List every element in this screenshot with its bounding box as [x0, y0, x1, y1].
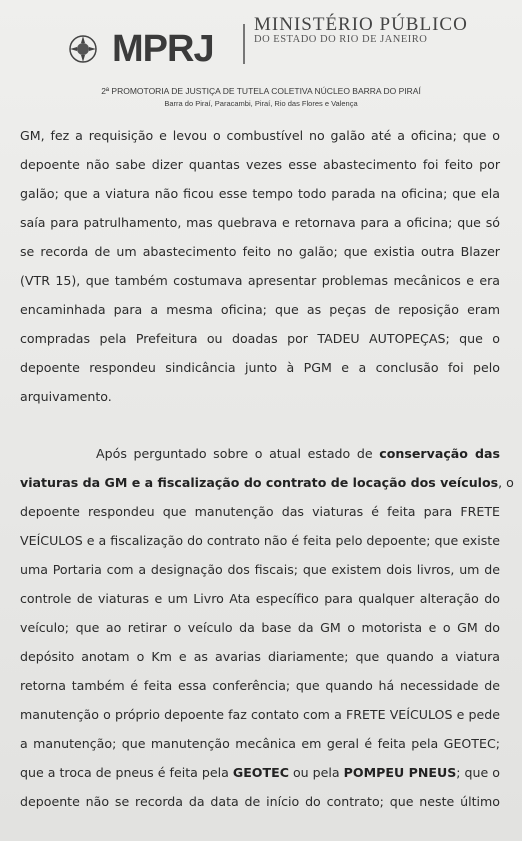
bold-run: viaturas da GM e a fiscalização do contrato de locação dos veículos — [20, 475, 499, 490]
logo-text: MPRJ — [112, 28, 214, 70]
text-line: se recorda de um abastecimento feito no galão; que existia outra Blazer — [20, 244, 500, 259]
text-line: galão; que a viatura não ficou esse tempo todo parada na oficina; que ela — [20, 186, 500, 201]
text-line: a manutenção; que manutenção mecânica em geral é feita pela GEOTEC; — [20, 736, 500, 751]
paragraph-1 — [20, 121, 500, 411]
text-line: saía para patrulhamento, mas quebrava e retornava para a oficina; que só — [20, 215, 500, 230]
text-line — [20, 468, 514, 497]
org-name: MINISTÉRIO PÚBLICO — [254, 14, 468, 35]
text-line: compradas pela Prefeitura ou doadas por TADEU AUTOPEÇAS; que o — [20, 331, 500, 346]
text-line: encaminhada para a mesma oficina; que as peças de reposição eram — [20, 302, 500, 317]
text-run: Após perguntado sobre o atual estado de — [96, 446, 380, 461]
text-line: depoente não sabe dizer quantas vezes esse abastecimento foi feito por — [20, 157, 500, 172]
text-run: que a troca de pneus é feita pela — [20, 765, 233, 780]
bold-run: conservação das — [379, 446, 500, 461]
text-line: controle de viaturas e um Livro Ata específico para qualquer alteração do — [20, 591, 500, 606]
paragraph-gap — [20, 411, 500, 439]
text-line: VEÍCULOS e a fiscalização do contrato não é feita pelo depoente; que existe — [20, 533, 500, 548]
org-subtitle: DO ESTADO DO RIO DE JANEIRO — [254, 34, 428, 45]
promotoria-name: 2ª PROMOTORIA DE JUSTIÇA DE TUTELA COLETIVA NÚCLEO BARRA DO PIRAÍ — [101, 86, 421, 96]
text-line: depósito anotam o Km e as avarias diariamente; que quando a viatura — [20, 649, 500, 664]
mprj-emblem-icon — [68, 34, 98, 64]
text-line — [20, 758, 500, 787]
text-line: GM, fez a requisição e levou o combustível no galão até a oficina; que o — [20, 128, 500, 143]
text-run: ; que o — [456, 765, 500, 780]
text-run: ou pela — [288, 765, 344, 780]
text-line — [20, 439, 500, 468]
document-body — [20, 121, 514, 816]
cities-list: Barra do Piraí, Paracambi, Piraí, Rio das Flores e Valença — [164, 99, 358, 108]
text-line: manutenção o próprio depoente faz contato com a FRETE VEÍCULOS e pede — [20, 707, 500, 722]
text-line: depoente respondeu que manutenção das viaturas é feita para FRETE — [20, 504, 500, 519]
text-line: retorna também é feita essa conferência; que quando há necessidade de — [20, 678, 500, 693]
text-line: uma Portaria com a designação dos fiscais; que existem dois livros, um de — [20, 562, 500, 577]
text-run: , o — [498, 475, 514, 490]
letterhead — [0, 0, 522, 118]
text-line: depoente respondeu sindicância junto à PGM e a conclusão foi pelo — [20, 360, 500, 375]
text-line: depoente não se recorda da data de início do contrato; que neste último — [20, 794, 500, 809]
text-line: (VTR 15), que também costumava apresentar problemas mecânicos e era — [20, 273, 500, 288]
paragraph-2 — [20, 439, 514, 816]
text-line: veículo; que ao retirar o veículo da base da GM o motorista e o GM do — [20, 620, 500, 635]
bold-run: GEOTEC — [232, 765, 289, 780]
bold-run: POMPEU PNEUS — [343, 765, 457, 780]
logo-divider — [243, 24, 245, 64]
text-line: arquivamento. — [20, 389, 112, 404]
